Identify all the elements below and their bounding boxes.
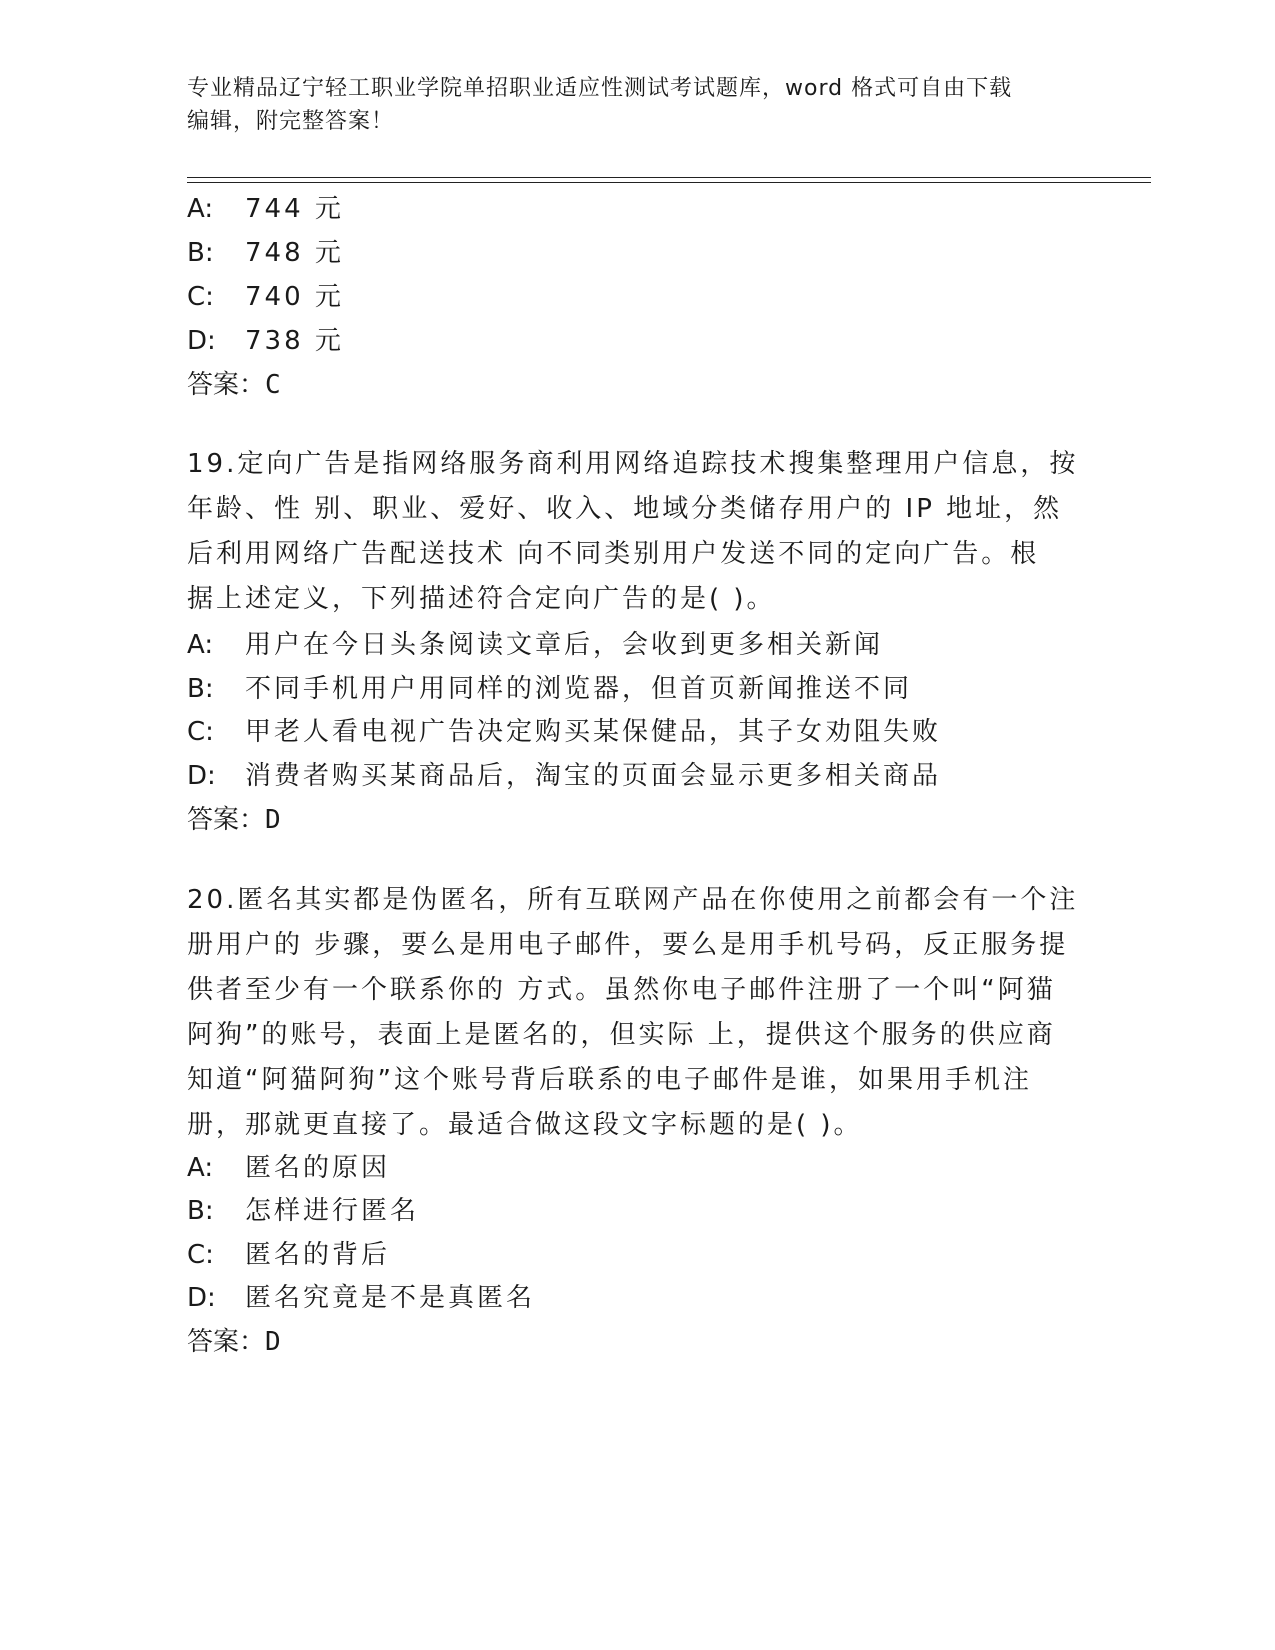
q18-answer (187, 370, 281, 400)
option-text: 748 元 (245, 238, 344, 268)
q20-option-c (187, 1240, 390, 1270)
q19-option-c (187, 717, 941, 747)
q18-option-d (187, 326, 344, 356)
q18-option-b (187, 238, 344, 268)
q20-stem-line: 册，那就更直接了。最适合做这段文字标题的是( )。 (187, 1110, 863, 1140)
option-label: C: (187, 282, 214, 312)
answer-value: D (265, 805, 281, 835)
option-text: 744 元 (245, 194, 344, 224)
option-text: 消费者购买某商品后，淘宝的页面会显示更多相关商品 (245, 761, 942, 791)
q20-answer (187, 1327, 281, 1357)
option-text: 不同手机用户用同样的浏览器，但首页新闻推送不同 (245, 674, 913, 704)
answer-label: 答案： (187, 370, 266, 400)
q19-option-d (187, 761, 941, 791)
option-label: A: (187, 1153, 214, 1183)
q20-option-b (187, 1196, 419, 1226)
option-label: D: (187, 1283, 216, 1313)
answer-value: D (265, 1327, 281, 1357)
option-text: 匿名的原因 (245, 1153, 391, 1183)
answer-value: C (265, 370, 281, 400)
option-label: A: (187, 630, 214, 660)
option-text: 用户在今日头条阅读文章后，会收到更多相关新闻 (245, 630, 884, 660)
header-line-1: 专业精品辽宁轻工职业学院单招职业适应性测试考试题库，word 格式可自由下载 (187, 76, 1013, 101)
q20-stem-line: 册用户的 步骤，要么是用电子邮件，要么是用手机号码，反正服务提 (187, 930, 1069, 960)
q20-stem-line: 20.匿名其实都是伪匿名，所有互联网产品在你使用之前都会有一个注 (187, 885, 1079, 915)
option-label: D: (187, 761, 216, 791)
answer-label: 答案： (187, 1327, 266, 1357)
option-text: 匿名的背后 (245, 1240, 391, 1270)
option-label: B: (187, 674, 214, 704)
q19-option-a (187, 630, 883, 660)
q18-option-a (187, 194, 344, 224)
option-text: 甲老人看电视广告决定购买某保健品，其子女劝阻失败 (245, 717, 942, 747)
q20-stem (187, 878, 1079, 1148)
q19-answer (187, 805, 281, 835)
q19-stem-line: 19.定向广告是指网络服务商利用网络追踪技术搜集整理用户信息，按 (187, 449, 1079, 479)
q20-option-d (187, 1283, 535, 1313)
option-text: 738 元 (245, 326, 344, 356)
header-divider-bottom (187, 182, 1151, 183)
option-label: B: (187, 238, 214, 268)
q18-option-c (187, 282, 344, 312)
header-divider-top (187, 177, 1151, 178)
option-text: 怎样进行匿名 (245, 1196, 420, 1226)
option-label: C: (187, 717, 214, 747)
q20-stem-line: 阿狗”的账号，表面上是匿名的，但实际 上，提供这个服务的供应商 (187, 1020, 1056, 1050)
q20-stem-line: 知道“阿猫阿狗”这个账号背后联系的电子邮件是谁，如果用手机注 (187, 1065, 1032, 1095)
header-line-2: 编辑，附完整答案！ (187, 109, 395, 134)
option-text: 740 元 (245, 282, 344, 312)
option-text: 匿名究竟是不是真匿名 (245, 1283, 536, 1313)
document-header (187, 72, 1067, 138)
q20-option-a (187, 1153, 390, 1183)
q19-stem-line: 据上述定义，下列描述符合定向广告的是( )。 (187, 584, 776, 614)
q19-stem-line: 年龄、性 别、职业、爱好、收入、地域分类储存用户的 IP 地址，然 (187, 494, 1063, 524)
option-label: C: (187, 1240, 214, 1270)
q19-option-b (187, 674, 912, 704)
q20-stem-line: 供者至少有一个联系你的 方式。虽然你电子邮件注册了一个叫“阿猫 (187, 975, 1056, 1005)
option-label: D: (187, 326, 216, 356)
q19-stem (187, 442, 1079, 622)
option-label: B: (187, 1196, 214, 1226)
q19-stem-line: 后利用网络广告配送技术 向不同类别用户发送不同的定向广告。根 (187, 539, 1040, 569)
option-label: A: (187, 194, 214, 224)
answer-label: 答案： (187, 805, 266, 835)
